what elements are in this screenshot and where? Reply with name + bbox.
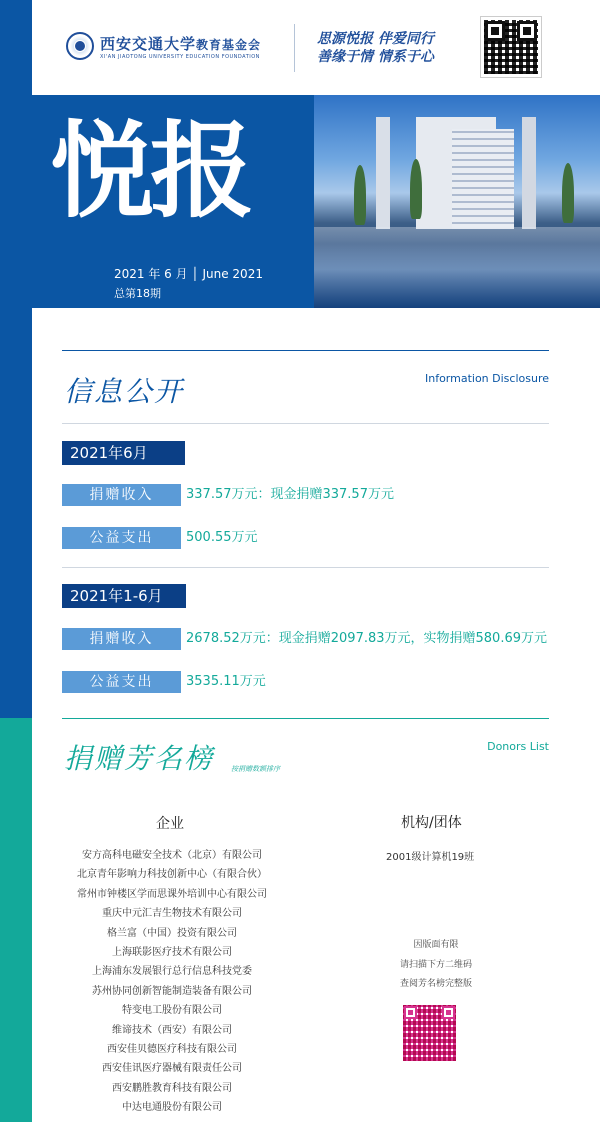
row-label-donation-income: 捐赠收入 <box>62 628 181 650</box>
note-line: 因版面有限 <box>413 940 459 950</box>
list-item: 常州市钟楼区学而思课外培训中心有限公司 <box>77 888 267 900</box>
list-item: 北京青年影响力科技创新中心（有限合伙） <box>77 869 267 881</box>
list-item: 维谛技术（西安）有限公司 <box>112 1024 232 1036</box>
university-name-text: 西安交通大学 <box>100 35 197 53</box>
section-title-disclosure: 信息公开 <box>64 375 185 408</box>
building-tower <box>452 129 514 229</box>
section-title-donors-en: Donors List <box>487 740 549 753</box>
university-name <box>100 33 261 54</box>
row-value-welfare-expense: 500.55万元 <box>186 530 258 545</box>
list-item: 苏州协同创新智能制造装备有限公司 <box>92 985 252 997</box>
university-emblem-icon <box>66 32 94 60</box>
left-accent-strip-blue <box>0 0 32 718</box>
row-label-welfare-expense: 公益支出 <box>62 671 181 693</box>
column-head-enterprise: 企业 <box>156 816 184 832</box>
tree <box>410 159 422 219</box>
section-rule <box>62 718 549 719</box>
row-value-donation-income: 2678.52万元：现金捐赠2097.83万元，实物捐赠580.69万元 <box>186 631 548 646</box>
row-label-donation-income: 捐赠收入 <box>62 484 181 506</box>
donors-list-qr-code-icon[interactable] <box>403 1005 456 1061</box>
list-item: 中达电通股份有限公司 <box>122 1102 222 1114</box>
section-title-donors: 捐赠芳名榜 <box>64 742 215 775</box>
note-line: 查阅芳名榜完整版 <box>399 979 472 989</box>
banner <box>32 95 600 308</box>
tree <box>354 165 366 225</box>
newsletter-title: 悦报 <box>50 110 251 232</box>
period-tag-jan-june: 2021年1-6月 <box>62 584 186 608</box>
list-item: 格兰富（中国）投资有限公司 <box>107 927 237 939</box>
full-list-note <box>396 936 476 995</box>
column-head-organization: 机构/团体 <box>401 815 462 831</box>
note-line: 请扫描下方二维码 <box>399 959 472 970</box>
list-item: 西安佳讯医疗器械有限责任公司 <box>102 1063 242 1075</box>
donors-sort-note: 按捐赠数额排序 <box>231 765 280 773</box>
motto-line-2: 善缘于情 情系于心 <box>317 49 434 65</box>
list-item: 特变电工股份有限公司 <box>122 1005 222 1017</box>
issue-number: 总第18期 <box>114 287 161 300</box>
enterprise-donor-list <box>62 846 282 1118</box>
motto-line-1: 思源悦报 伴爱同行 <box>317 31 434 47</box>
motto <box>317 30 434 66</box>
header <box>32 0 600 95</box>
wechat-qr-code-icon[interactable] <box>481 17 541 77</box>
section-rule <box>62 423 549 424</box>
header-divider <box>294 24 295 72</box>
issue-date: 2021 年 6 月 │ June 2021 <box>114 267 263 281</box>
list-item: 上海浦东发展银行总行信息科技党委 <box>92 966 252 978</box>
list-item: 西安佳贝德医疗科技有限公司 <box>107 1044 237 1056</box>
row-value-welfare-expense: 3535.11万元 <box>186 674 266 689</box>
row-label-welfare-expense: 公益支出 <box>62 527 181 549</box>
section-title-disclosure-en: Information Disclosure <box>424 372 549 385</box>
period-tag-june: 2021年6月 <box>62 441 185 465</box>
list-item: 西安鹏胜教育科技有限公司 <box>112 1082 232 1094</box>
list-item: 重庆中元汇吉生物技术有限公司 <box>102 908 242 920</box>
list-item: 安方高科电磁安全技术（北京）有限公司 <box>82 850 262 861</box>
foundation-name-text: 教育基金会 <box>196 38 262 52</box>
campus-photo <box>314 95 600 308</box>
section-rule <box>62 350 549 351</box>
tree <box>562 163 574 223</box>
left-accent-strip-teal <box>0 718 32 1122</box>
organization-donor-item: 2001级计算机19班 <box>386 852 475 863</box>
section-rule <box>62 567 549 568</box>
row-value-donation-income: 337.57万元：现金捐赠337.57万元 <box>186 487 394 502</box>
university-name-en: XI'AN JIAOTONG UNIVERSITY EDUCATION FOUNDATION <box>100 54 260 60</box>
list-item: 上海联影医疗技术有限公司 <box>112 947 232 959</box>
